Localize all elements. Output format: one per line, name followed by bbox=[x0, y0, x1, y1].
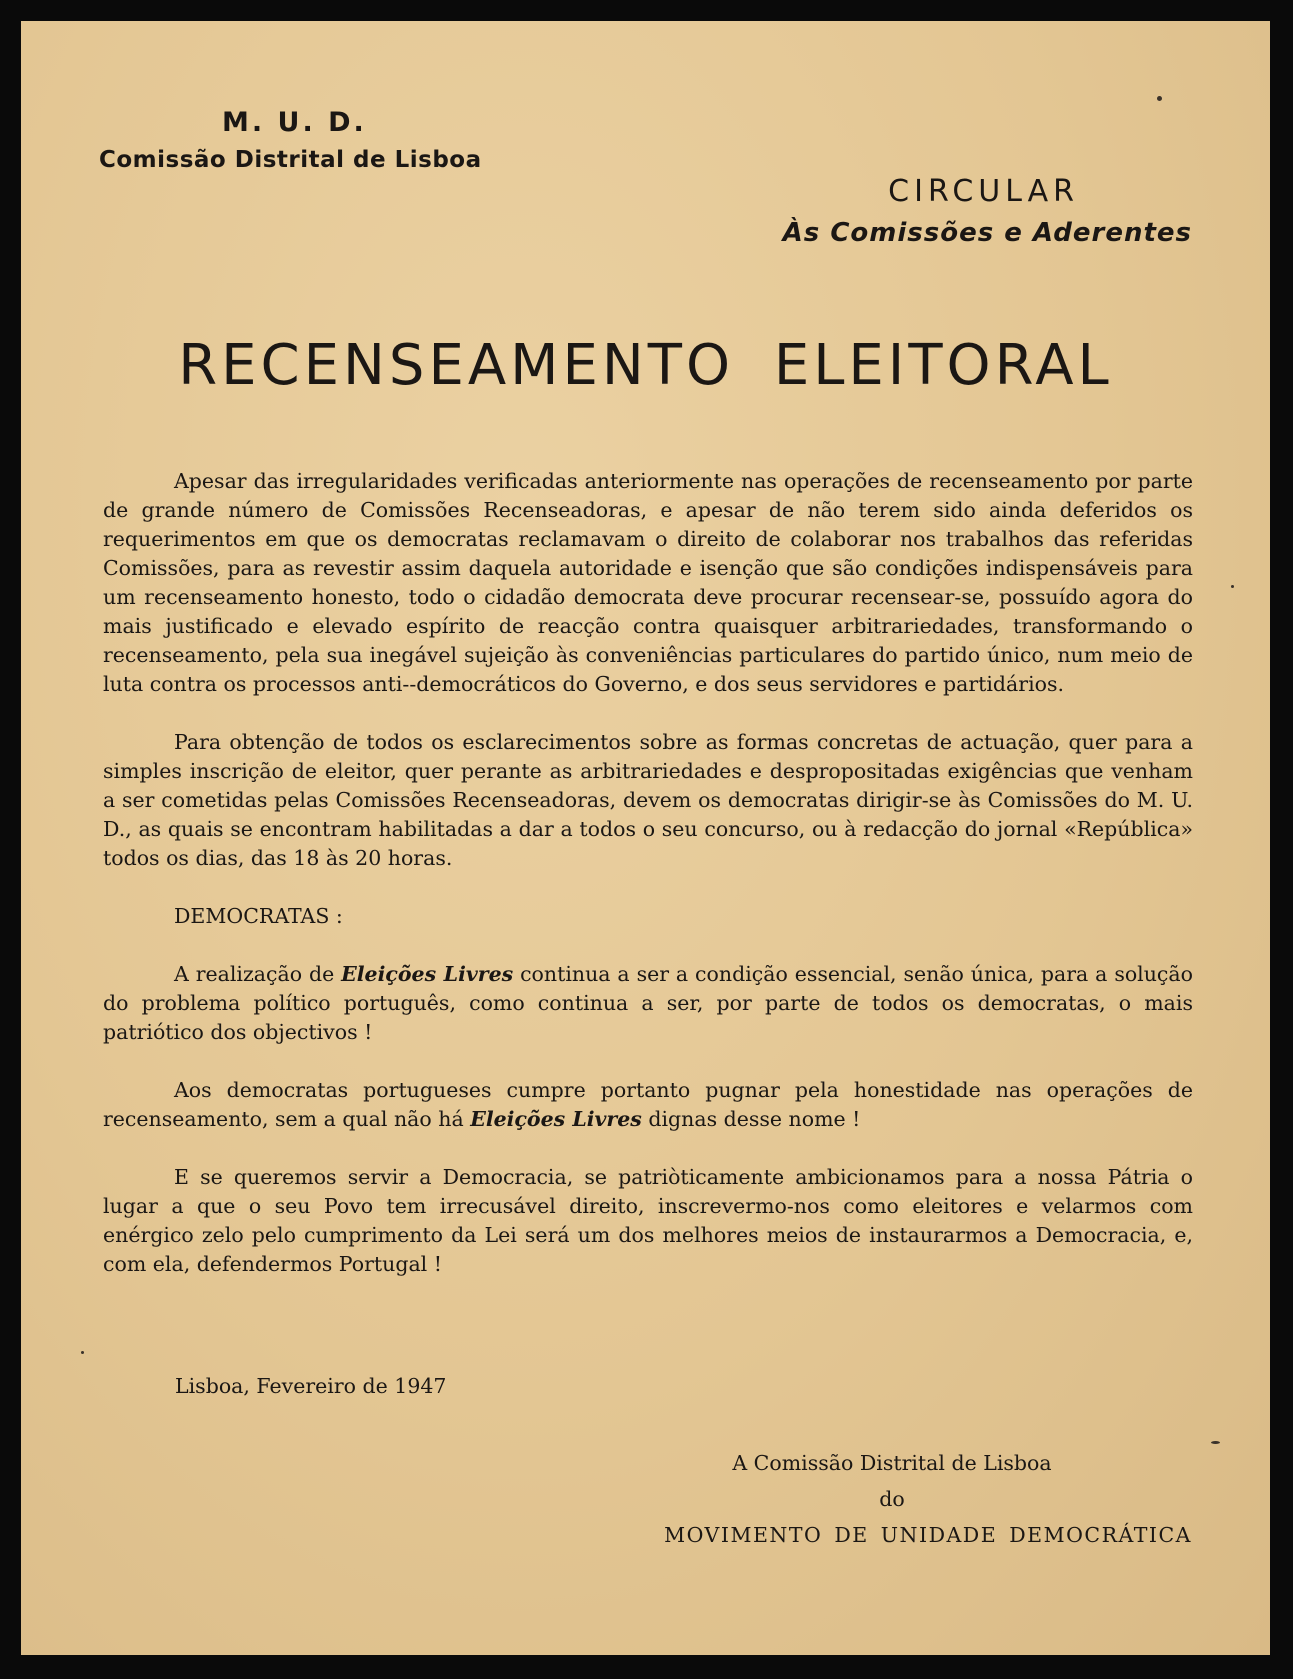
org-commission: Comissão Distrital de Lisboa bbox=[99, 147, 482, 173]
democratas-heading: DEMOCRATAS : bbox=[174, 904, 343, 928]
circular-document bbox=[21, 21, 1270, 1655]
paragraph-2: Para obtenção de todos os esclarecimentos sobre as formas concretas de actuação, quer para a simples inscrição de eleitor, quer perante as arbitrariedades e despropositadas exigências que venham a ser cometidas pelas Comissões Recenseadoras, devem os democratas dirigir-se às Comissões do M. U. D., as quais se encontram habilitadas a dar a todos o seu concurso, ou à redacção do jornal «República» todos os dias, das 18 às 20 horas. bbox=[103, 730, 1193, 870]
paragraph-3-end: continua a ser a condição essencial, senão única, para a solução do problema político português, como continua a ser, por parte de todos os democratas, o mais patriótico dos objectivos ! bbox=[103, 962, 1193, 1044]
paper-speck bbox=[81, 1351, 84, 1354]
paragraph-1: Apesar das irregularidades verificadas anteriormente nas operações de recenseamento por parte de grande número de Comissões Recenseadoras, e apesar de não terem sido ainda deferidos os requerimentos em que os democratas reclamavam o direito de colaborar nos trabalhos das referidas Comissões, para as revestir assim daquela autoridade e isenção que são condições indispensáveis para um recenseamento honesto, todo o cidadão democrata deve procurar recensear-se, possuído agora do mais justificado e elevado espírito de reacção contra quaisquer arbitrariedades, transformando o recenseamento, pela sua inegável sujeição às conveniências particulares do partido único, num meio de luta contra os processos anti--democráticos do Governo, e dos seus servidores e partidários. bbox=[103, 469, 1193, 696]
org-abbreviation: M. U. D. bbox=[222, 107, 367, 138]
paragraph-3 bbox=[103, 960, 1193, 1047]
paper-speck bbox=[1157, 96, 1162, 101]
place-date: Lisboa, Fevereiro de 1947 bbox=[175, 1374, 447, 1398]
org-header bbox=[99, 101, 519, 175]
signature-org-name: MOVIMENTO DE UNIDADE DEMOCRÁTICA bbox=[664, 1523, 1192, 1547]
paragraph-4-start: Aos democratas portugueses cumpre portanto pugnar pela honestidade nas operações de recenseamento, sem a qual não há bbox=[103, 1078, 1193, 1131]
signature-line-1: A Comissão Distrital de Lisboa bbox=[732, 1451, 1052, 1475]
paragraph-4 bbox=[103, 1076, 1193, 1134]
circular-label: CIRCULAR bbox=[888, 174, 1079, 209]
circular-addressee: Às Comissões e Aderentes bbox=[782, 218, 1192, 248]
page-title: RECENSEAMENTO ELEITORAL bbox=[178, 333, 1113, 398]
emphasis-eleicoes-livres: Eleições Livres bbox=[470, 1107, 642, 1131]
circular-heading bbox=[783, 171, 1192, 253]
paragraph-5: E se queremos servir a Democracia, se patriòticamente ambicionamos para a nossa Pátria o lugar a que o seu Povo tem irrecusável direito, inscrevermo-nos como eleitores e velarmos com enérgico zelo pelo cumprimento da Lei será um dos melhores meios de instaurarmos a Democracia, e, com ela, defendermos Portugal ! bbox=[103, 1165, 1193, 1276]
signature-line-2: do bbox=[879, 1487, 905, 1511]
paper-speck bbox=[1211, 1441, 1220, 1444]
paper-speck bbox=[1231, 585, 1234, 588]
paragraph-4-end: dignas desse nome ! bbox=[641, 1107, 861, 1131]
emphasis-eleicoes-livres: Eleições Livres bbox=[341, 962, 514, 986]
paragraph-3-start: A realização de bbox=[174, 962, 342, 986]
document-body bbox=[103, 467, 1193, 1279]
signature-block bbox=[592, 1445, 1192, 1553]
